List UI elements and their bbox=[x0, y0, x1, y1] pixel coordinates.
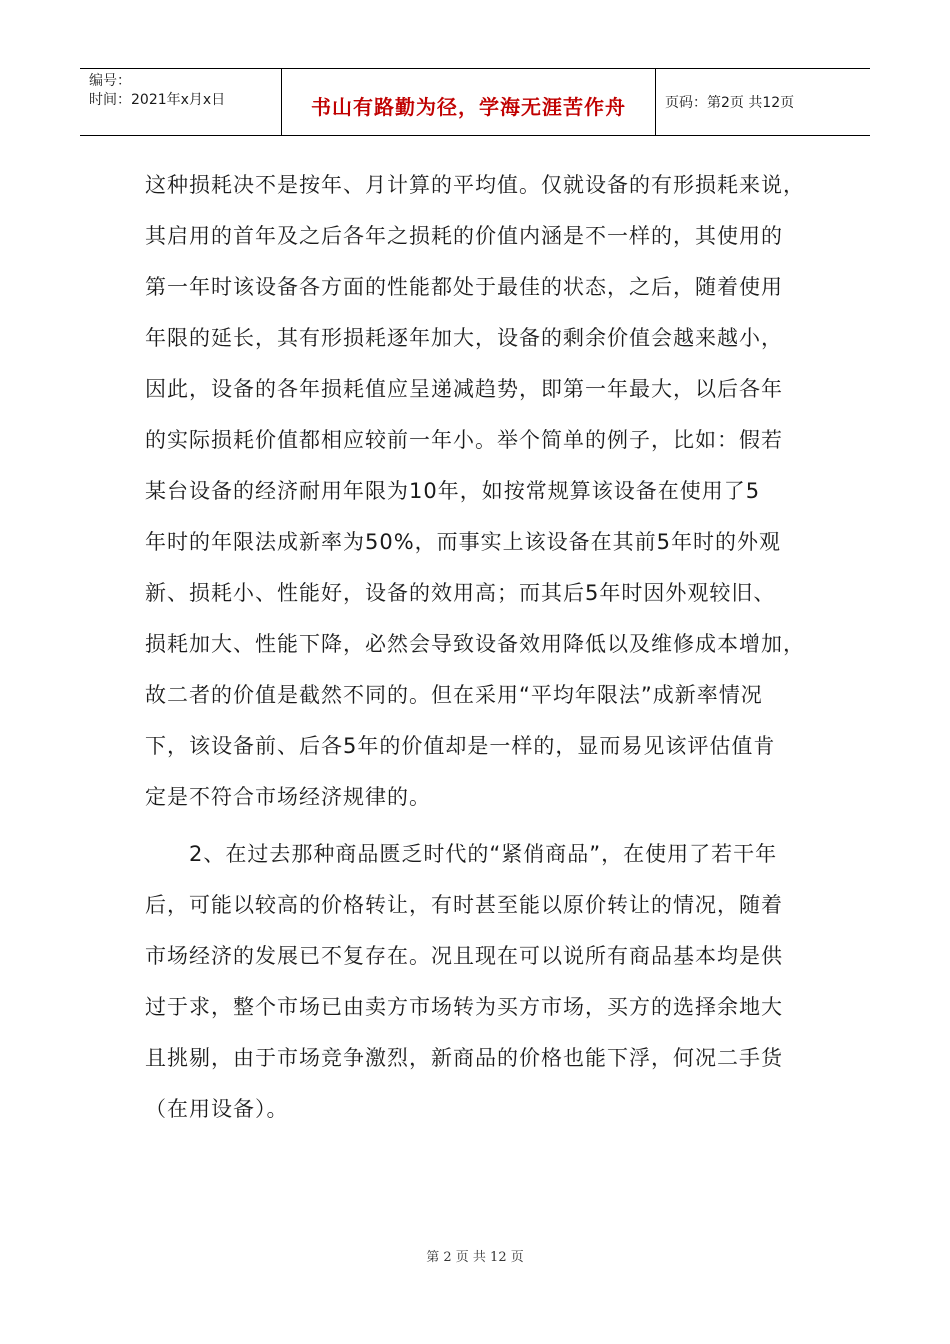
paragraph-line: 2、在过去那种商品匮乏时代的“紧俏商品”，在使用了若干年 bbox=[189, 842, 778, 866]
body-paragraph-1 bbox=[145, 160, 810, 823]
paragraph-line: （在用设备）。 bbox=[145, 1097, 289, 1121]
paragraph-line: 年时的年限法成新率为50%，而事实上该设备在其前5年时的外观 bbox=[145, 530, 782, 554]
paragraph-line: 第一年时该设备各方面的性能都处于最佳的状态，之后，随着使用 bbox=[145, 275, 783, 299]
header-page-info-cell bbox=[656, 69, 870, 135]
header-motto-cell bbox=[281, 69, 656, 135]
header-page-info: 页码：第2页 共12页 bbox=[665, 95, 795, 111]
paragraph-line: 新、损耗小、性能好，设备的效用高；而其后5年时因外观较旧、 bbox=[145, 581, 776, 605]
paragraph-line: 年限的延长，其有形损耗逐年加大，设备的剩余价值会越来越小， bbox=[145, 326, 783, 350]
paragraph-line: 下，该设备前、后各5年的价值却是一样的，显而易见该评估值肯 bbox=[145, 734, 776, 758]
body-paragraph-2 bbox=[145, 829, 810, 1135]
document-date: 时间：2021年x月x日 bbox=[89, 92, 226, 108]
page-footer bbox=[0, 1246, 950, 1265]
paragraph-line: 损耗加大、性能下降，必然会导致设备效用降低以及维修成本增加， bbox=[145, 632, 805, 656]
document-number-label: 编号： bbox=[89, 73, 131, 89]
paragraph-line: 故二者的价值是截然不同的。但在采用“平均年限法”成新率情况 bbox=[145, 683, 763, 707]
paragraph-line: 市场经济的发展已不复存在。况且现在可以说所有商品基本均是供 bbox=[145, 944, 783, 968]
paragraph-line: 且挑剔，由于市场竞争激烈，新商品的价格也能下浮，何况二手货 bbox=[145, 1046, 783, 1070]
paragraph-line: 定是不符合市场经济规律的。 bbox=[145, 785, 431, 809]
document-header bbox=[80, 68, 870, 136]
paragraph-line: 某台设备的经济耐用年限为10年，如按常规算该设备在使用了5 bbox=[145, 479, 761, 503]
header-meta bbox=[80, 69, 281, 135]
paragraph-line: 后，可能以较高的价格转让，有时甚至能以原价转让的情况，随着 bbox=[145, 893, 783, 917]
paragraph-line: 过于求，整个市场已由卖方市场转为买方市场，买方的选择余地大 bbox=[145, 995, 783, 1019]
header-motto: 书山有路勤为径，学海无涯苦作舟 bbox=[311, 94, 626, 119]
footer-page-number: 第 2 页 共 12 页 bbox=[426, 1250, 524, 1265]
paragraph-line: 的实际损耗价值都相应较前一年小。举个简单的例子，比如：假若 bbox=[145, 428, 783, 452]
paragraph-line: 因此，设备的各年损耗值应呈递减趋势，即第一年最大，以后各年 bbox=[145, 377, 783, 401]
paragraph-line: 这种损耗决不是按年、月计算的平均值。仅就设备的有形损耗来说， bbox=[145, 173, 805, 197]
paragraph-line: 其启用的首年及之后各年之损耗的价值内涵是不一样的，其使用的 bbox=[145, 224, 783, 248]
